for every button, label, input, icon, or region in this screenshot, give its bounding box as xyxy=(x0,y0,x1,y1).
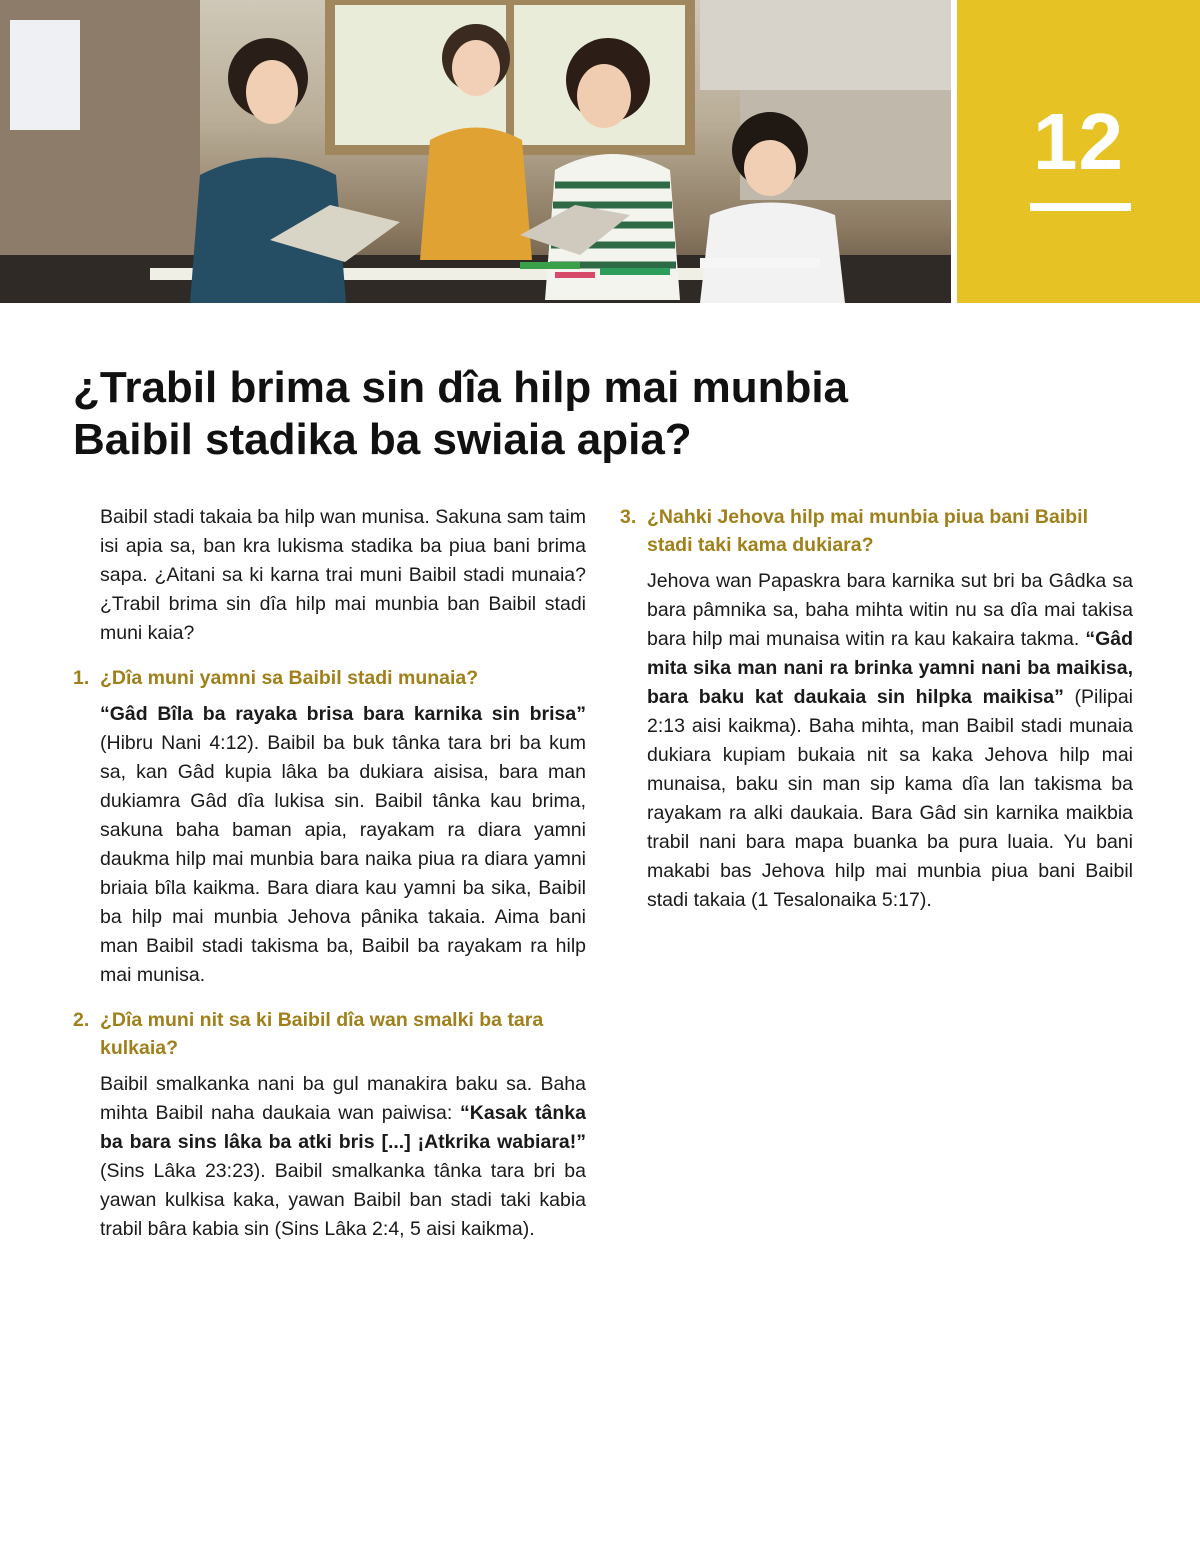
header-banner xyxy=(0,0,1200,303)
answer-paragraph xyxy=(647,567,1133,915)
family-study-photo xyxy=(0,0,951,303)
question-number: 1. xyxy=(73,667,90,689)
answer-lead: Jehova wan Papaskra bara karnika sut bri ba Gâdka sa bara pâmnika sa, baha mihta witin nu sa dîa mai takisa bara hilp mai munaisa witin ra kau kakaira takma. xyxy=(647,570,1133,650)
question-number: 2. xyxy=(73,1009,90,1031)
question-text: ¿Dîa muni yamni sa Baibil stadi munaia? xyxy=(100,667,479,689)
question-1 xyxy=(73,664,586,990)
answer-paragraph xyxy=(100,700,586,990)
answer-text: (Pilipai 2:13 aisi kaikma). Baha mihta, man Baibil stadi munaia dukiara kupiam bukaia nit sa kaka Jehova hilp mai munaisa, baku sin man sip kama dîa lan takisma ba rayakam ra alki daukaia. Bara Gâd sin karnika maikbia trabil nani bara mapa buanka ba pura luaia. Yu bani makabi bas Jehova hilp mai munbia piua bani Baibil stadi takaia (1 Tesalonaika 5:17). xyxy=(647,686,1134,911)
question-text: ¿Nahki Jehova hilp mai munbia piua bani Baibil stadi taki kama dukiara? xyxy=(647,506,1088,556)
answer-paragraph xyxy=(100,1070,586,1244)
scripture-quote: “Kasak tânka ba bara sins lâka ba atki bris [...] ¡Atkrika wabiara!” xyxy=(100,1102,586,1153)
scripture-quote: “Gâd mita sika man nani ra brinka yamni nani ba maikisa, bara baku kat daukaia sin hilpka maikisa” xyxy=(647,628,1133,708)
page-title xyxy=(73,362,1133,466)
answer-text: (Hibru Nani 4:12). Baibil ba buk tânka tara bri ba kum sa, kan Gâd kupia lâka ba dukiara aisisa, bara man dukiamra Gâd dîa lukisa sin. Baibil tânka kau brima, sakuna baha baman apia, rayakam ra diara yamni daukma hilp mai munbia bara naika piua ra diara yamni briaia bîla kaikma. Bara diara kau yamni ba sika, Baibil ba hilp mai munbia Jehova pânika takaia. Aima bani man Baibil stadi takisma ba, Baibil ba rayakam ra hilp mai munisa. xyxy=(100,732,586,986)
question-3 xyxy=(620,503,1133,915)
right-column xyxy=(620,503,1133,915)
answer-text: (Sins Lâka 23:23). Baibil smalkanka tânka tara bri ba yawan kulkisa kaka, yawan Baibil ban stadi taki kabia trabil bâra kabia sin (Sins Lâka 2:4, 5 aisi kaikma). xyxy=(100,1160,586,1240)
photo-illustration xyxy=(0,0,951,303)
title-line-2: Baibil stadika ba swiaia apia? xyxy=(73,415,692,464)
lesson-number-tab xyxy=(957,0,1200,303)
question-number: 3. xyxy=(620,506,637,528)
question-heading xyxy=(73,1006,586,1062)
lesson-number-underline xyxy=(1030,203,1131,211)
scripture-quote: “Gâd Bîla ba rayaka brisa bara karnika sin brisa” xyxy=(100,703,586,725)
left-column xyxy=(73,503,586,1244)
intro-paragraph: Baibil stadi takaia ba hilp wan munisa. Sakuna sam taim isi apia sa, ban kra lukisma stadika ba piua bani brima sapa. ¿Aitani sa ki karna trai muni Baibil stadi munaia? ¿Trabil brima sin dîa hilp mai munbia ban Baibil stadi muni kaia? xyxy=(100,506,586,644)
question-heading xyxy=(620,503,1133,559)
answer-lead: Baibil smalkanka nani ba gul manakira baku sa. Baha mihta Baibil naha daukaia wan paiwisa: xyxy=(100,1073,586,1124)
question-2 xyxy=(73,1006,586,1244)
question-heading xyxy=(73,664,586,692)
question-text: ¿Dîa muni nit sa ki Baibil dîa wan smalki ba tara kulkaia? xyxy=(100,1009,544,1059)
lesson-number: 12 xyxy=(1033,97,1124,186)
title-line-1: ¿Trabil brima sin dîa hilp mai munbia xyxy=(73,363,849,412)
